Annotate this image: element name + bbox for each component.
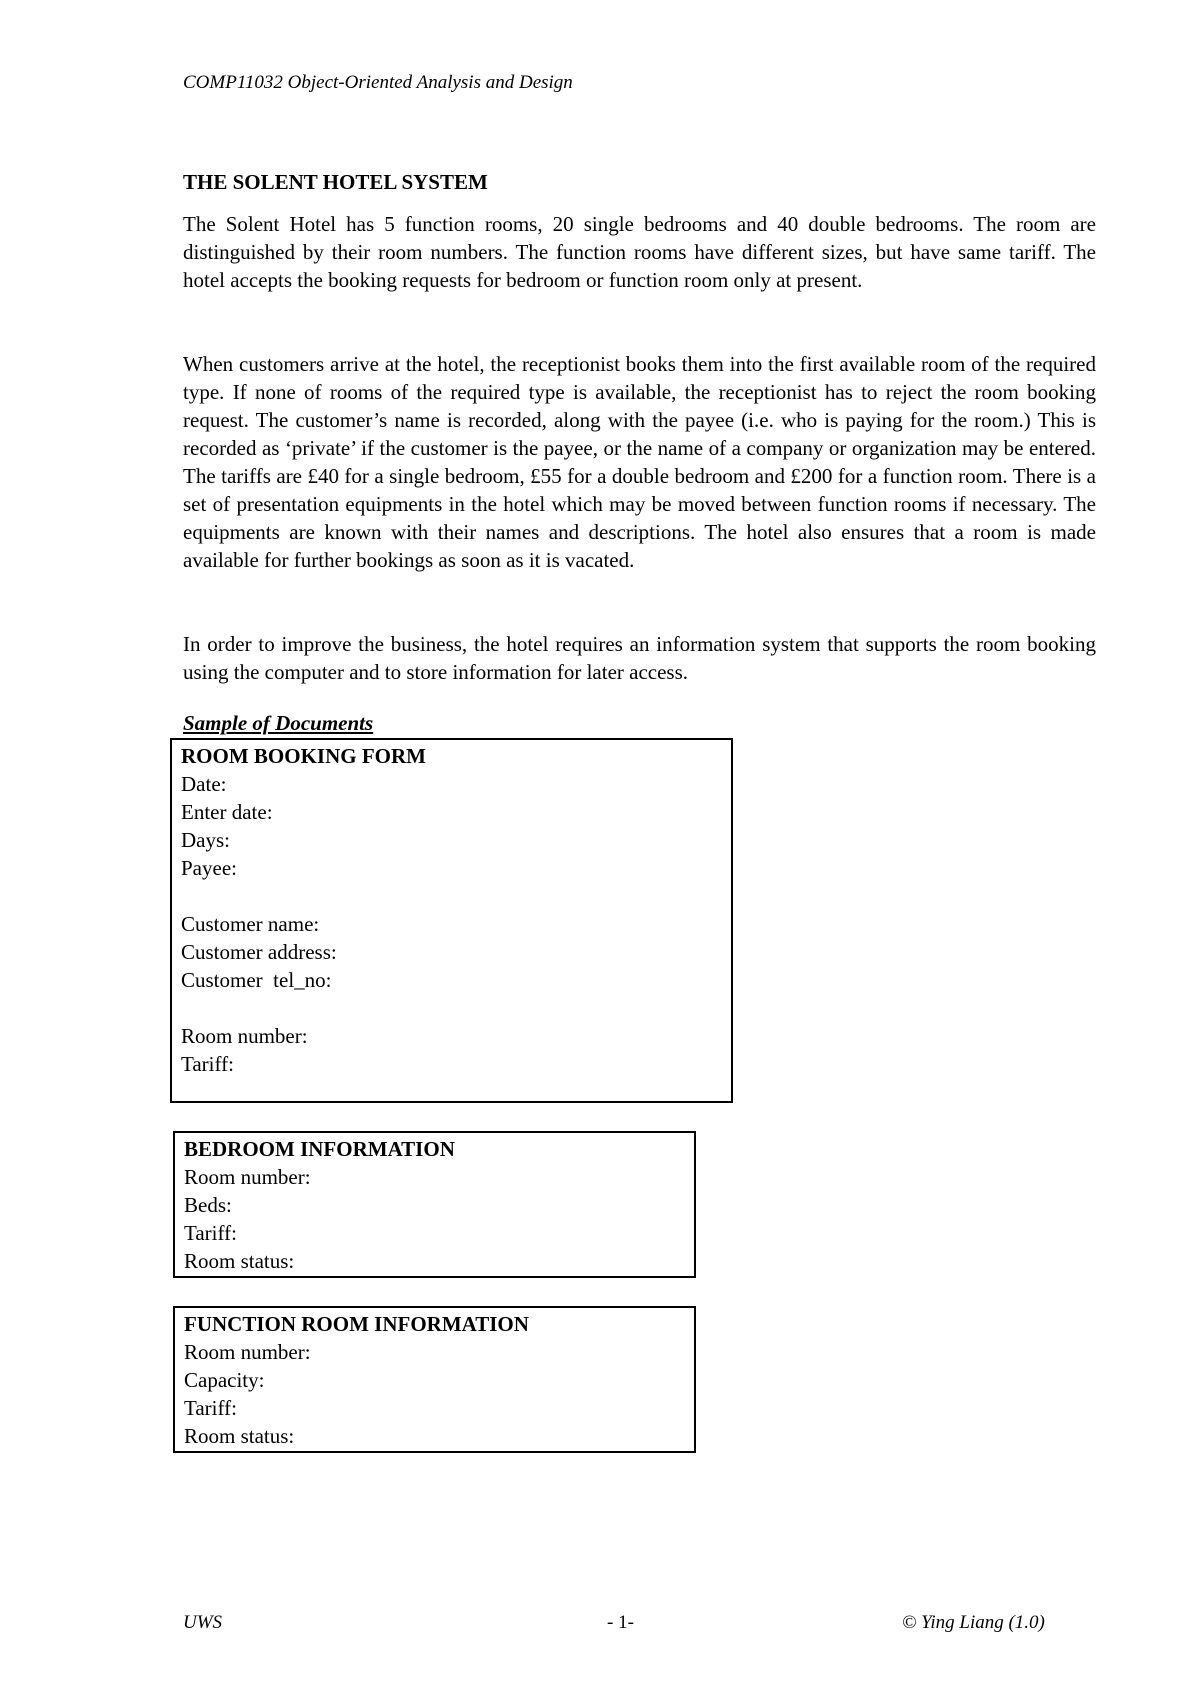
- booking-field-days: Days:: [181, 828, 230, 852]
- paragraph-requirement: In order to improve the business, the hotel requires an information system that supports the room booking using the computer and to store information for later access.: [183, 632, 1096, 684]
- room-booking-form: [170, 738, 733, 1103]
- booking-field-customer-tel: Customer tel_no:: [181, 968, 332, 992]
- function-field-room-status: Room status:: [184, 1424, 295, 1448]
- function-field-tariff: Tariff:: [184, 1396, 237, 1420]
- bedroom-field-beds: Beds:: [184, 1193, 232, 1217]
- spacer: [181, 994, 731, 1022]
- page-number: - 1-: [607, 1612, 634, 1633]
- function-room-info-title: FUNCTION ROOM INFORMATION: [184, 1312, 529, 1336]
- booking-field-customer-name: Customer name:: [181, 912, 320, 936]
- sample-documents-label: Sample of Documents: [183, 711, 374, 735]
- document-title: THE SOLENT HOTEL SYSTEM: [183, 170, 488, 194]
- bedroom-field-tariff: Tariff:: [184, 1221, 237, 1245]
- bedroom-field-room-status: Room status:: [184, 1249, 295, 1273]
- function-field-capacity: Capacity:: [184, 1368, 265, 1392]
- paragraph-intro: The Solent Hotel has 5 function rooms, 20 single bedrooms and 40 double bedrooms. The room are distinguished by their room numbers. The function rooms have different sizes, but have same tariff. The hotel accepts the booking requests for bedroom or function room only at present.: [183, 212, 1096, 292]
- spacer: [181, 882, 731, 910]
- bedroom-field-room-number: Room number:: [184, 1165, 311, 1189]
- paragraph-process: When customers arrive at the hotel, the receptionist books them into the first available room of the required type. If none of rooms of the required type is available, the receptionist has to reject the room booking request. The customer’s name is recorded, along with the payee (i.e. who is paying for the room.) This is recorded as ‘private’ if the customer is the payee, or the name of a company or organization may be entered. The tariffs are £40 for a single bedroom, £55 for a double bedroom and £200 for a function room. There is a set of presentation equipments in the hotel which may be moved between function rooms if necessary. The equipments are known with their names and descriptions. The hotel also ensures that a room is made available for further bookings as soon as it is vacated.: [183, 352, 1096, 572]
- booking-field-room-number: Room number:: [181, 1024, 308, 1048]
- booking-field-customer-address: Customer address:: [181, 940, 337, 964]
- function-room-information-form: [173, 1306, 696, 1453]
- function-field-room-number: Room number:: [184, 1340, 311, 1364]
- bedroom-info-title: BEDROOM INFORMATION: [184, 1137, 455, 1161]
- footer-copyright: © Ying Liang (1.0): [902, 1612, 1045, 1633]
- booking-field-date: Date:: [181, 772, 227, 796]
- booking-field-enter-date: Enter date:: [181, 800, 273, 824]
- booking-field-tariff: Tariff:: [181, 1052, 234, 1076]
- bedroom-information-form: [173, 1131, 696, 1278]
- booking-form-title: ROOM BOOKING FORM: [181, 744, 426, 768]
- booking-field-payee: Payee:: [181, 856, 237, 880]
- page-header: COMP11032 Object-Oriented Analysis and Design: [183, 72, 573, 93]
- footer-institution: UWS: [183, 1612, 223, 1633]
